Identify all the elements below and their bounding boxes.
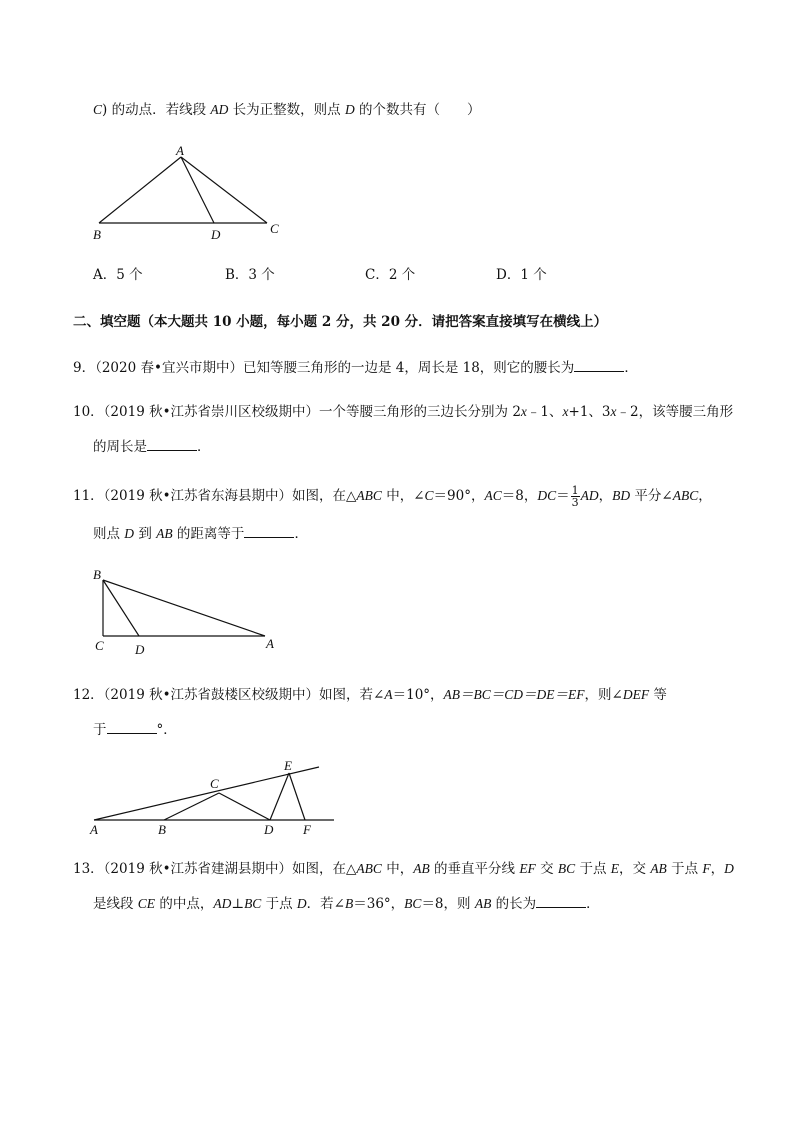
q12-stem-line2: 于 °． xyxy=(93,719,177,739)
q10-stem-line2: 的周长是 ． xyxy=(93,436,211,456)
q11-label-b: B xyxy=(93,567,101,582)
q12-segment-cd xyxy=(219,793,270,820)
q12-stem-line1: 12．（2019 秋•江苏省鼓楼区校级期中）如图，若∠A＝10°，AB＝BC＝CD＝DE＝EF，则∠DEF 等 xyxy=(73,687,667,703)
q10-stem-line1: 10．（2019 秋•江苏省崇川区校级期中）一个等腰三角形的三边长分别为 2x﹣1、x+1、3x﹣2，该等腰三角形 xyxy=(73,404,734,420)
q9-stem: 9．（2020 春•宜兴市期中）已知等腰三角形的一边是 4，周长是 18，则它的腰长为 ． xyxy=(73,357,638,377)
q12-label-d: D xyxy=(264,822,274,837)
q11-stem-line1: 11．（2019 秋•江苏省东海县期中）如图，在△ABC 中，∠C＝90°，AC＝8，DC＝ $\frac{1}{3}$ AD，BD 平分∠ABC， xyxy=(73,484,712,509)
q8-c: C xyxy=(93,102,103,117)
q8-choice-a[interactable]: A．5 个 xyxy=(93,267,143,283)
q11-stem-line2: 则点 D 到 AB 的距离等于 ． xyxy=(93,523,308,543)
q12-label-c: C xyxy=(210,776,219,791)
q12-label-b: B xyxy=(158,822,166,837)
q11-label-d: D xyxy=(135,642,145,657)
q12-label-e: E xyxy=(284,758,292,773)
q12-upper-ray xyxy=(94,767,319,820)
q8-label-a: A xyxy=(176,143,184,158)
q12-segment-ef xyxy=(289,773,305,820)
q8-label-c: C xyxy=(270,221,279,236)
q11-label-a: A xyxy=(266,636,274,651)
q13-stem-line1: 13．（2019 秋•江苏省建湖县期中）如图，在△ABC 中，AB 的垂直平分线 EF 交 BC 于点 E，交 AB 于点 F，D xyxy=(73,861,734,877)
q8-choice-b[interactable]: B．3 个 xyxy=(225,267,275,283)
q11-label-c: C xyxy=(95,638,104,653)
q8-choice-c[interactable]: C．2 个 xyxy=(365,267,416,283)
q13-stem-line2: 是线段 CE 的中点，AD⊥BC 于点 D．若∠B＝36°，BC＝8，则 AB 的长为 ． xyxy=(93,893,600,913)
q11-fraction-one-third: $\frac{1}{3}$ xyxy=(571,484,579,509)
q12-label-a: A xyxy=(90,822,98,837)
section2-heading: 二、填空题（本大题共 10 小题，每小题 2 分，共 20 分．请把答案直接填写在横线上） xyxy=(73,314,608,330)
q13-answer-blank[interactable] xyxy=(536,893,586,908)
q8-label-d: D xyxy=(211,227,221,242)
q12-segment-de xyxy=(270,773,289,820)
q8-stem-tail: C) 的动点．若线段 AD 长为正整数，则点 D 的个数共有（ ） xyxy=(93,102,481,118)
q8-choice-d[interactable]: D．1 个 xyxy=(496,267,547,283)
q8-label-b: B xyxy=(93,227,101,242)
q12-label-f: F xyxy=(303,822,311,837)
